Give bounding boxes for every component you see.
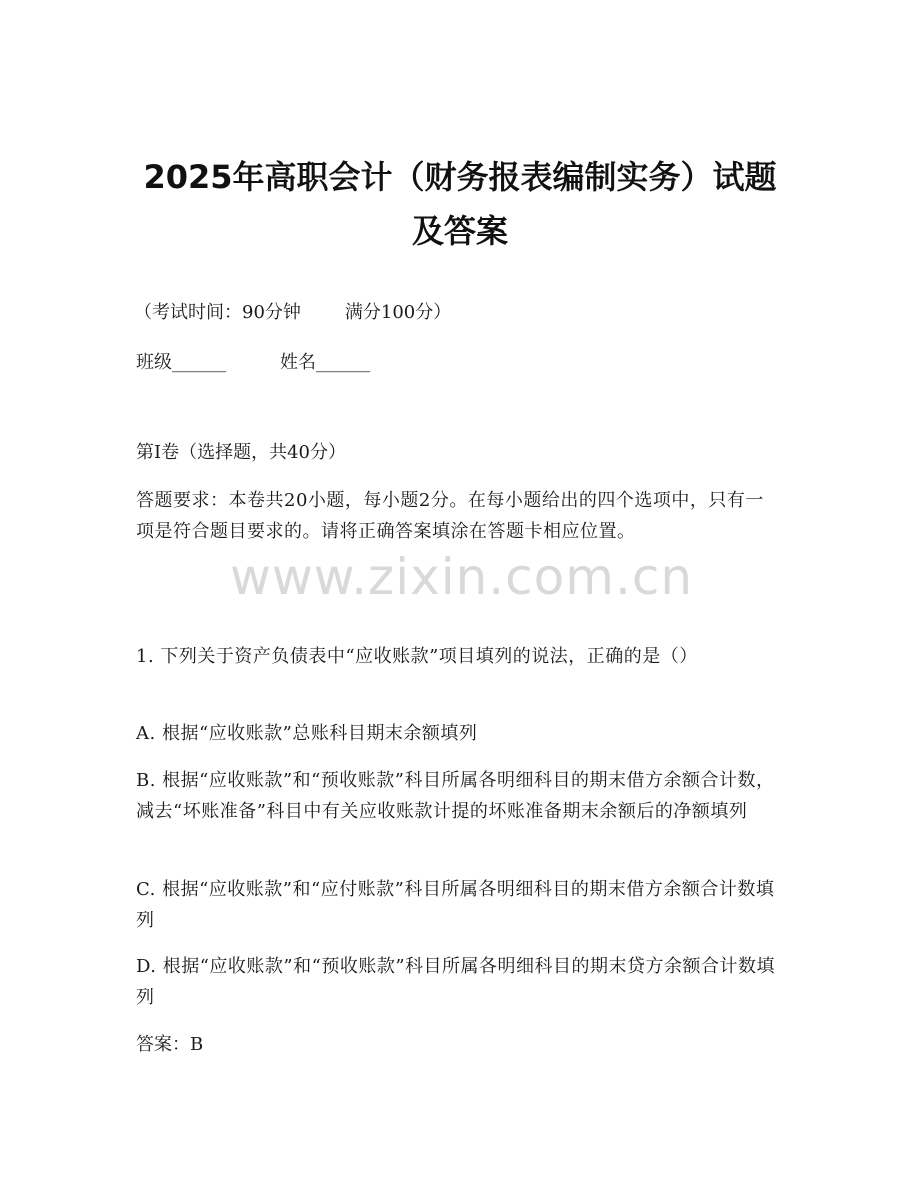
document-title: [120, 150, 800, 258]
watermark: www.zixin.com.cn: [230, 548, 694, 606]
name-label: 姓名______: [280, 352, 370, 373]
option-c: C. 根据“应收账款”和“应付账款”科目所属各明细科目的期末借方余额合计数填列: [136, 879, 775, 931]
title-line-2: 及答案: [411, 212, 508, 250]
option-a: A. 根据“应收账款”总账科目期末余额填列: [136, 723, 478, 744]
question-stem: 1. 下列关于资产负债表中“应收账款”项目填列的说法，正确的是（）: [136, 646, 698, 667]
class-label: 班级______: [136, 352, 226, 373]
option-b: B. 根据“应收账款”和“预收账款”科目所属各明细科目的期末借方余额合计数，减去“坏账准备”科目中有关应收账款计提的坏账准备期末余额后的净额填列: [136, 770, 775, 822]
title-line-1: 2025年高职会计（财务报表编制实务）试题: [143, 158, 777, 196]
instructions: 答题要求：本卷共20小题，每小题2分。在每小题给出的四个选项中，只有一项是符合题目要求的。请将正确答案填涂在答题卡相应位置。: [136, 490, 764, 542]
option-d: D. 根据“应收账款”和“预收账款”科目所属各明细科目的期末贷方余额合计数填列: [136, 956, 776, 1008]
full-score: 满分100分）: [344, 302, 452, 323]
answer: 答案：B: [136, 1034, 204, 1055]
section-header: 第I卷（选择题，共40分）: [136, 442, 347, 463]
exam-time: （考试时间：90分钟: [134, 302, 301, 323]
exam-info: [134, 298, 451, 328]
student-info: [136, 348, 370, 378]
